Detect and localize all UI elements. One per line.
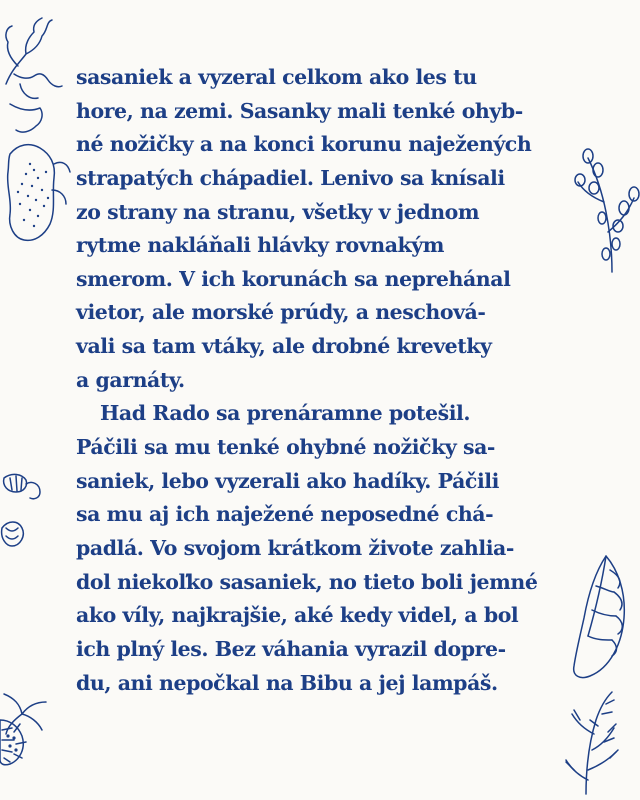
text-line: sa mu aj ich naježené neposedné chá- [76, 502, 494, 527]
text-line: rytme nakláňali hlávky rovnakým [76, 233, 444, 258]
text-line: du, ani nepočkal na Bibu a jej lampáš. [76, 670, 498, 695]
text-line: zo strany na stranu, všetky v jednom [76, 199, 480, 224]
text-line: ich plný les. Bez váhania vyrazil dopre- [76, 636, 506, 661]
text-line: sasaniek a vyzeral celkom ako les tu [76, 65, 477, 89]
coral-illustration [0, 14, 80, 254]
text-line: saniek, lebo vyzerali ako hadíky. Páčili [76, 468, 499, 493]
sea-plant-illustration [572, 142, 640, 282]
text-line: ako víly, najkrajšie, aké kedy videl, a bol [76, 603, 519, 628]
text-line: smerom. V ich korunách sa neprehánal [76, 266, 511, 291]
seaweed-illustration [556, 690, 640, 800]
text-line: né nožičky a na konci korunu naježených [76, 132, 532, 157]
shells-illustration [0, 470, 44, 580]
text-line: a garnáty. [76, 367, 185, 392]
text-line: Páčili sa mu tenké ohybné nožičky sa- [76, 435, 495, 460]
spiral-shell-illustration [566, 552, 640, 682]
sea-urchin-illustration [0, 680, 60, 800]
text-line: vali sa tam vtáky, ale drobné krevetky [76, 334, 492, 359]
story-text [76, 61, 576, 700]
text-line: vietor, ale morské prúdy, a neschová- [76, 300, 486, 325]
text-line: hore, na zemi. Sasanky mali tenké ohyb- [76, 98, 523, 123]
paragraph-first-line: Had Rado sa prenáramne potešil. [100, 401, 471, 426]
text-line: strapatých chápadiel. Lenivo sa knísali [76, 165, 505, 190]
text-line: padlá. Vo svojom krátkom živote zahlia- [76, 535, 514, 560]
text-line: dol niekoľko sasaniek, no tieto boli jemné [76, 569, 538, 594]
